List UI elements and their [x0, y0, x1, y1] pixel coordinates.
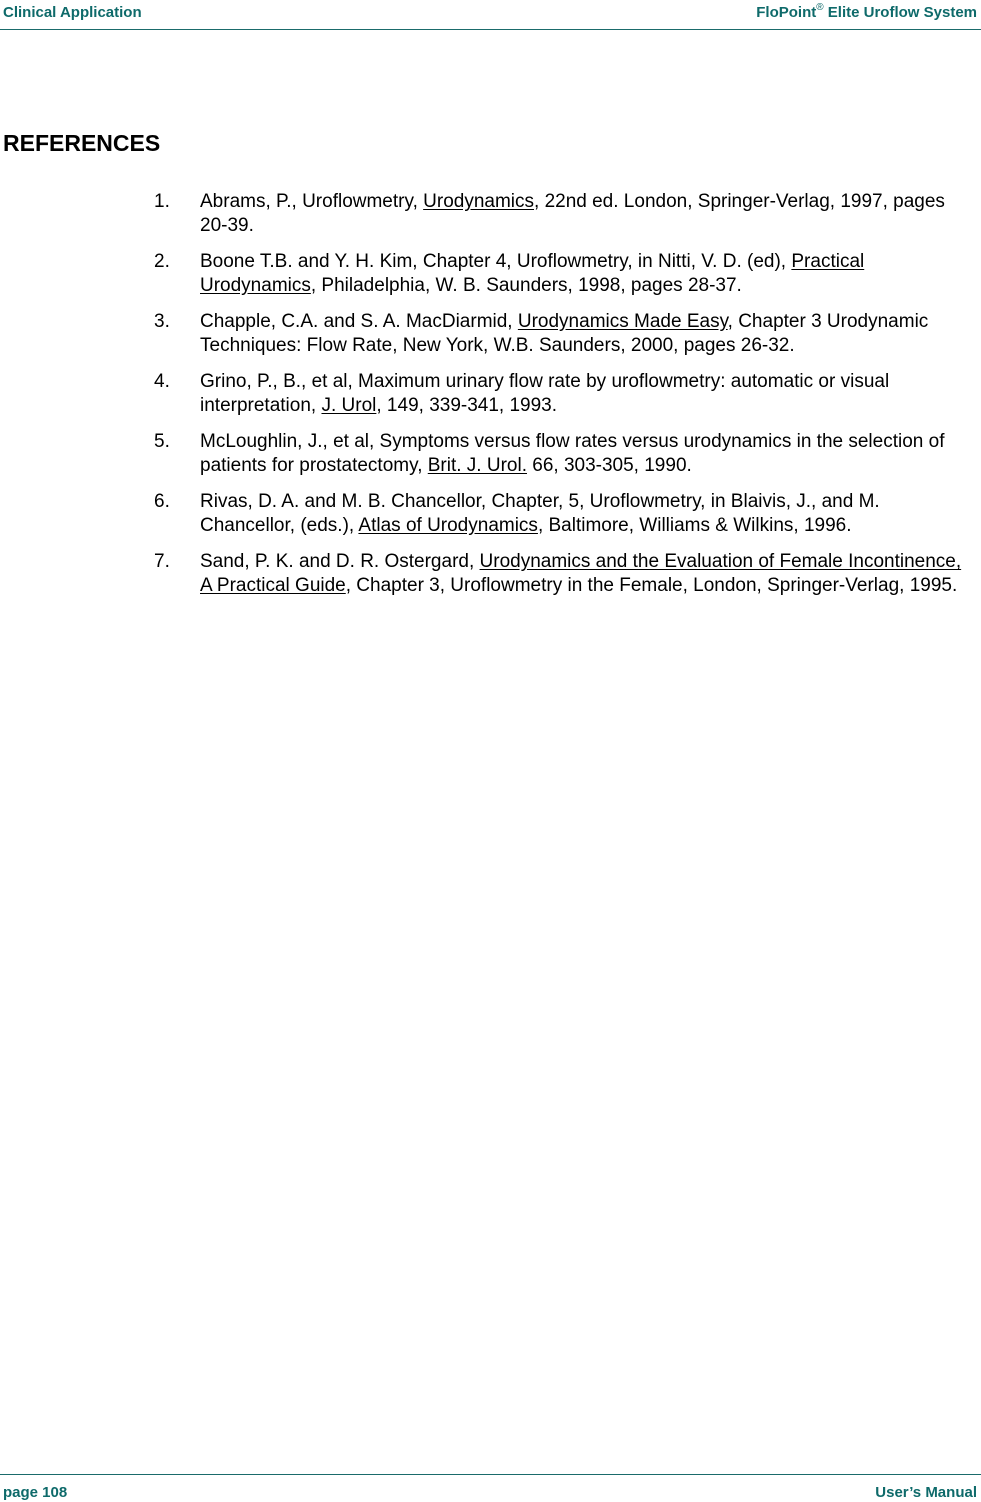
section-title: REFERENCES [3, 130, 161, 157]
reference-text-part: , Baltimore, Williams & Wilkins, 1996. [537, 515, 852, 536]
reference-text-part: , Chapter 3, Uroflowmetry in the Female, London, Springer-Verlag, 1995. [345, 575, 958, 596]
reference-text-part: Rivas, D. A. and M. B. Chancellor, Chapter, 5, Uroflowmetry, in Blaivis, J., and M. Chancellor, (eds.), [200, 491, 880, 536]
reference-source-title: J. Urol [321, 395, 377, 416]
header-section-name: Clinical Application [3, 4, 142, 21]
manual-name: User’s Manual [875, 1484, 977, 1501]
reference-text-part: Grino, P., B., et al, Maximum urinary flow rate by uroflowmetry: automatic or visual interpretation, [200, 371, 890, 416]
reference-text-part: , Chapter 3 Urodynamic Techniques: Flow Rate, New York, W.B. Saunders, 2000, pages 26-32. [200, 311, 929, 356]
reference-text [200, 251, 864, 296]
reference-item [0, 250, 981, 298]
reference-text [200, 551, 961, 596]
reference-text-part: Abrams, P., Uroflowmetry, [200, 191, 424, 212]
page-footer [0, 1474, 981, 1502]
reference-source-title: Brit. J. Urol. [427, 455, 527, 476]
reference-text [200, 311, 928, 356]
page-number: page 108 [3, 1484, 68, 1501]
registered-mark: ® [816, 2, 824, 13]
reference-number: 1. [154, 191, 170, 212]
reference-number: 2. [154, 251, 170, 272]
reference-text-part: McLoughlin, J., et al, Symptoms versus flow rates versus urodynamics in the selection of patients for prostatectomy, [200, 431, 945, 476]
reference-item [0, 550, 981, 598]
reference-text-part: Boone T.B. and Y. H. Kim, Chapter 4, Uroflowmetry, in Nitti, V. D. (ed), [200, 251, 792, 272]
header-product-rest: Elite Uroflow System [823, 4, 977, 21]
reference-text-part: , 22nd ed. London, Springer-Verlag, 1997, pages 20-39. [200, 191, 945, 236]
reference-number: 7. [154, 551, 170, 572]
reference-item [0, 190, 981, 238]
reference-text-part: Chapple, C.A. and S. A. MacDiarmid, [200, 311, 518, 332]
reference-text-part: Sand, P. K. and D. R. Ostergard, [200, 551, 480, 572]
reference-text-part: , 149, 339-341, 1993. [376, 395, 558, 416]
reference-number: 6. [154, 491, 170, 512]
reference-text [200, 491, 880, 536]
reference-text [200, 191, 945, 236]
reference-text [200, 371, 889, 416]
reference-number: 5. [154, 431, 170, 452]
reference-source-title: Urodynamics [423, 191, 535, 212]
reference-list [0, 190, 981, 610]
reference-text [200, 431, 944, 476]
reference-number: 4. [154, 371, 170, 392]
reference-item [0, 430, 981, 478]
reference-item [0, 490, 981, 538]
reference-number: 3. [154, 311, 170, 332]
reference-source-title: Practical Urodynamics [200, 251, 865, 296]
reference-source-title: Urodynamics Made Easy [517, 311, 728, 332]
reference-source-title: Atlas of Urodynamics [358, 515, 538, 536]
reference-source-title: Urodynamics and the Evaluation of Female Incontinence, A Practical Guide [200, 551, 962, 596]
reference-text-part: 66, 303-305, 1990. [526, 455, 692, 476]
reference-text-part: , Philadelphia, W. B. Saunders, 1998, pages 28-37. [310, 275, 742, 296]
reference-item [0, 310, 981, 358]
header-product-name [756, 4, 977, 22]
reference-item [0, 370, 981, 418]
header-brand: FloPoint [756, 4, 817, 21]
page-header [0, 0, 981, 30]
